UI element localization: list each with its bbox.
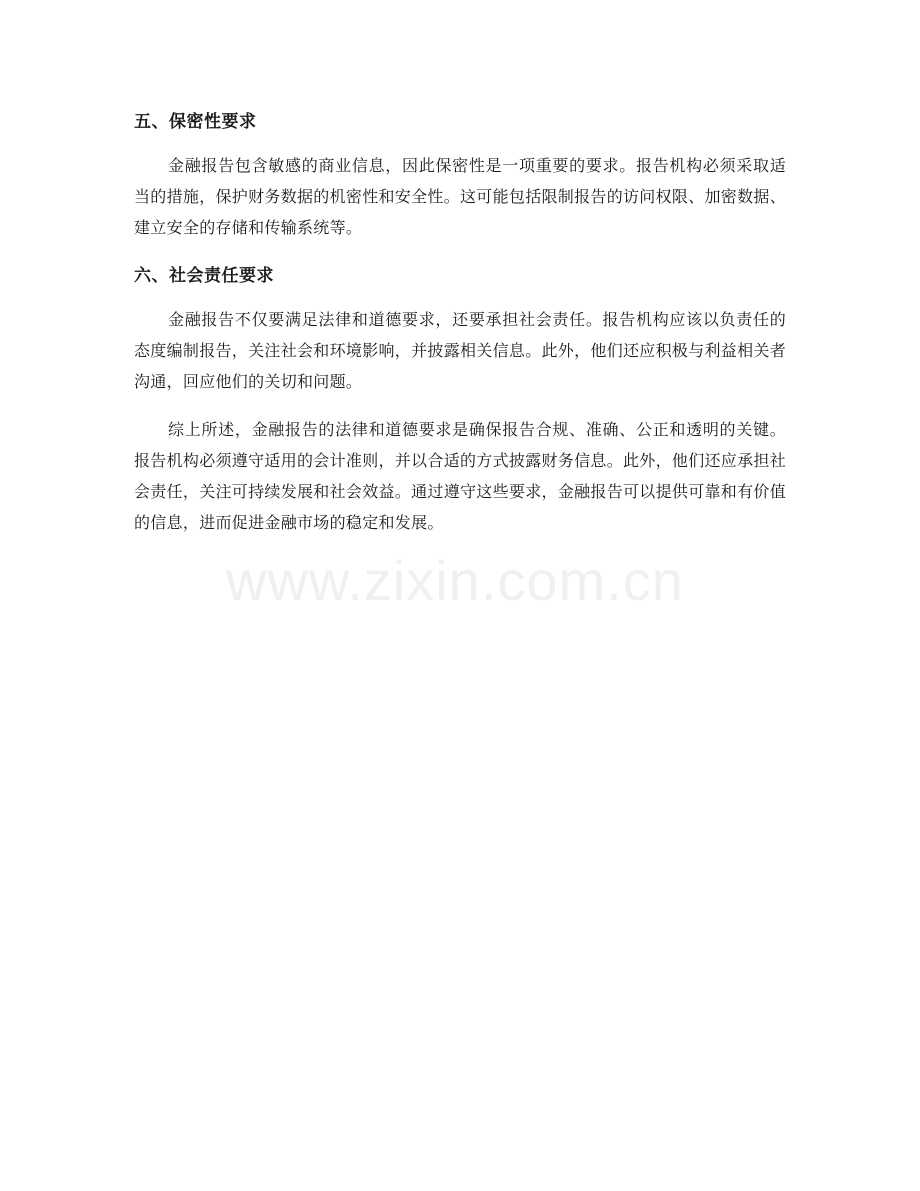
section-confidentiality [134,106,786,243]
section-heading: 五、保密性要求 [134,112,257,132]
document-body [134,106,786,555]
watermark: www.zixin.com.cn [226,549,684,612]
section-heading: 六、社会责任要求 [134,266,274,286]
paragraph: 金融报告包含敏感的商业信息，因此保密性是一项重要的要求。报告机构必须采取适当的措施，保护财务数据的机密性和安全性。这可能包括限制报告的访问权限、加密数据、建立安全的存储和传输系统等。 [134,156,787,237]
paragraph: 金融报告不仅要满足法律和道德要求，还要承担社会责任。报告机构应该以负责任的态度编制报告，关注社会和环境影响，并披露相关信息。此外，他们还应积极与利益相关者沟通，回应他们的关切和问题。 [134,310,787,391]
section-social-responsibility [134,260,786,538]
paragraph: 综上所述，金融报告的法律和道德要求是确保报告合规、准确、公正和透明的关键。报告机构必须遵守适用的会计准则，并以合适的方式披露财务信息。此外，他们还应承担社会责任，关注可持续发展和社会效益。通过遵守这些要求，金融报告可以提供可靠和有价值的信息，进而促进金融市场的稳定和发展。 [134,420,787,532]
